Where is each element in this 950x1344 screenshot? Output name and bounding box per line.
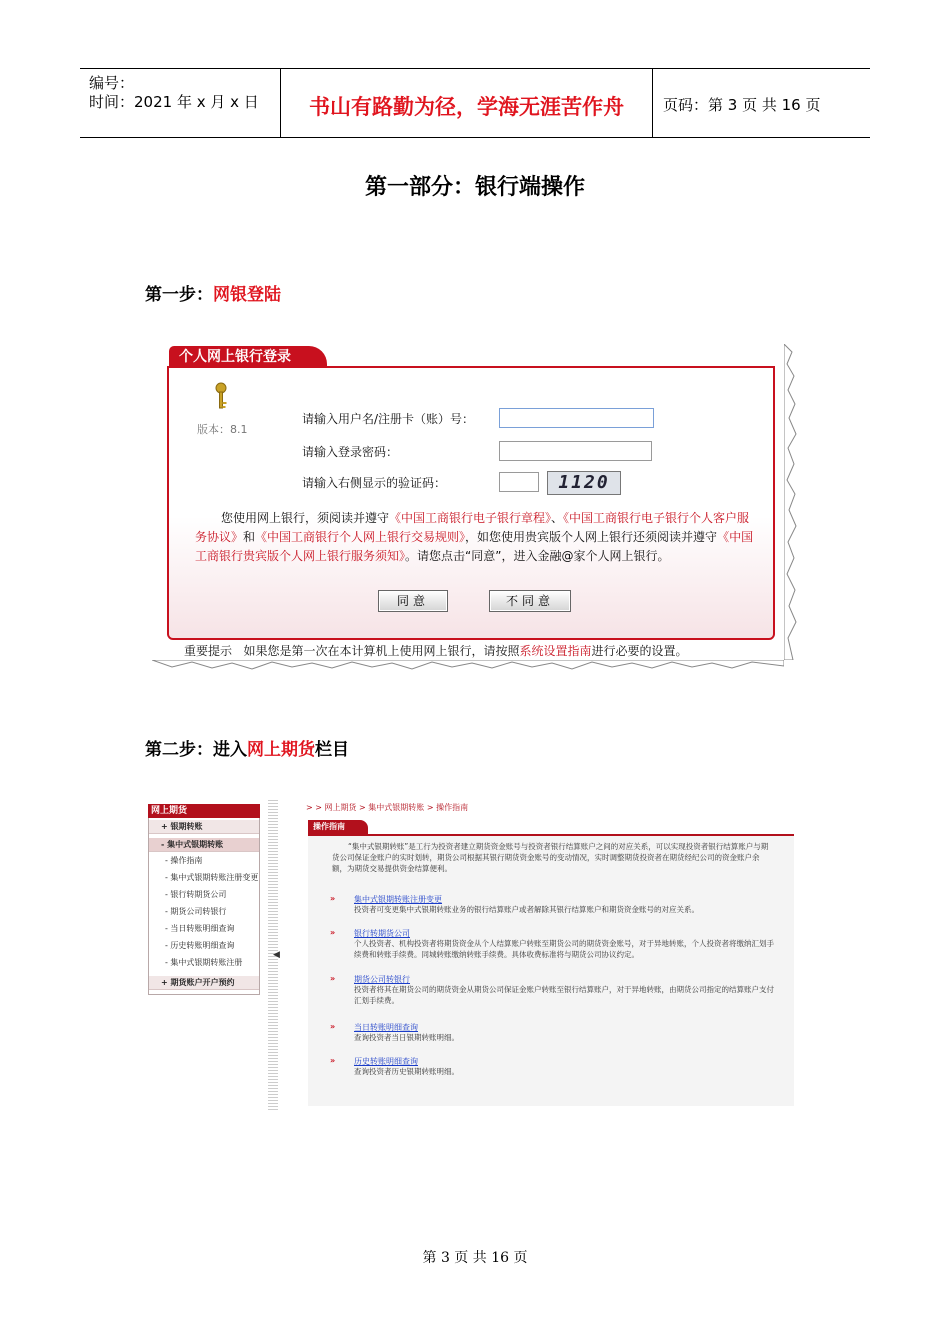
username-input[interactable] — [499, 408, 654, 428]
sidebar-item[interactable]: + 银期转账 — [149, 820, 259, 834]
doc-time-label: 时间：2021 年 x 月 x 日 — [89, 93, 259, 111]
step2-suffix: 栏目 — [315, 740, 349, 760]
terms-link-transaction-rules[interactable]: 《中国工商银行个人网上银行交易规则》 — [255, 530, 466, 544]
doc-number-label: 编号： — [89, 74, 135, 92]
agree-button[interactable]: 同意 — [378, 590, 448, 612]
double-arrow-icon: » — [330, 894, 336, 903]
header-page-cell — [653, 69, 870, 137]
header-motto-cell — [281, 69, 653, 137]
tip-text-2: 进行必要的设置。 — [591, 644, 688, 658]
password-input[interactable] — [499, 441, 652, 461]
collapse-arrow-icon[interactable]: ◀ — [273, 950, 280, 960]
terms-link-vip-notice[interactable]: 《中国工商银行贵宾版个人网上银行服务须知》 — [195, 530, 754, 563]
sidebar-menu — [148, 818, 260, 995]
step2-heading — [145, 735, 349, 760]
torn-edge-right — [784, 344, 798, 660]
notice-text-3: 和 — [243, 530, 256, 544]
disagree-button[interactable]: 不同意 — [489, 590, 571, 612]
notice-text-4: ，如您使用贵宾版个人网上银行还须阅读并遵守 — [465, 530, 718, 544]
breadcrumb: > > 网上期货 > 集中式银期转账 > 操作指南 — [306, 803, 469, 812]
content-header — [308, 820, 794, 836]
content-title: 操作指南 — [308, 820, 368, 834]
header-motto: 书山有路勤为径，学海无涯苦作舟 — [309, 94, 624, 119]
tip-label: 重要提示 — [184, 644, 233, 658]
sidebar-item[interactable]: - 集中式银期转账注册变更 — [165, 873, 259, 882]
sidebar-item[interactable]: - 操作指南 — [165, 856, 203, 865]
guide-entry-desc: 查询投资者历史银期转账明细。 — [354, 1067, 459, 1076]
captcha-image[interactable]: 1120 — [547, 471, 621, 495]
guide-entry-desc: 投资者可变更集中式银期转账业务的银行结算账户或者解除其银行结算账户和期货资金账号的对应关系。 — [354, 905, 699, 914]
page-header — [80, 68, 870, 138]
guide-entry-desc: 个人投资者、机构投资者将期货资金从个人结算账户转账至期货公司的期货资金账号，对于异地转账，个人投资者将缴纳汇划手续费和转账手续费。同城转账缴纳转账手续费。具体收费标准将与期货公司协议约定。 — [354, 939, 774, 959]
torn-edge-bottom — [152, 660, 784, 670]
step1-prefix: 第一步： — [145, 285, 213, 305]
key-icon — [211, 382, 231, 412]
double-arrow-icon: » — [330, 928, 336, 937]
username-label: 请输入用户名/注册卡（账）号： — [302, 412, 475, 426]
double-arrow-icon: » — [330, 1022, 336, 1031]
section-title: 第一部分：银行端操作 — [364, 174, 585, 200]
double-arrow-icon: » — [330, 1056, 336, 1065]
setup-guide-link[interactable]: 系统设置指南 — [519, 644, 592, 658]
tip-text: 如果您是第一次在本计算机上使用网上银行，请按照 — [243, 644, 520, 658]
sidebar-title: 网上期货 — [148, 804, 260, 818]
step1-heading — [145, 280, 281, 305]
sidebar-item[interactable]: - 当日转账明细查询 — [165, 924, 235, 933]
login-panel-topline — [319, 366, 775, 368]
sidebar-item[interactable]: - 集中式银期转账注册 — [165, 958, 243, 967]
step1-highlight: 网银登陆 — [213, 285, 281, 305]
guide-entry-desc: 查询投资者当日银期转账明细。 — [354, 1033, 459, 1042]
login-panel-title: 个人网上银行登录 — [169, 346, 327, 368]
guide-entry-link[interactable]: 历史转账明细查询 — [354, 1057, 418, 1066]
terms-link-service-agreement[interactable]: 《中国工商银行电子银行个人客户服务协议》 — [195, 511, 750, 544]
intro-text: “集中式银期转账”是工行为投资者建立期货资金账号与投资者银行结算账户之间的对应关系，可以实现投资者银行结算账户与期货公司保证金账户的实时划转，期货公司根据其银行期货资金账号的变动情况，实时调整期货投资者在期货经纪公司的资金账户余额，为期货交易提供资金结算便利。 — [332, 842, 769, 873]
login-screenshot — [152, 344, 784, 660]
captcha-label: 请输入右侧显示的验证码： — [302, 476, 447, 490]
header-meta-cell — [80, 69, 281, 137]
notice-text-2: 、 — [551, 511, 564, 525]
sidebar-item[interactable]: - 银行转期货公司 — [165, 890, 227, 899]
page-footer: 第 3 页 共 16 页 — [422, 1250, 528, 1266]
header-page-info: 页码：第 3 页 共 16 页 — [663, 96, 821, 114]
sidebar-item[interactable]: + 期货账户开户预约 — [149, 976, 259, 990]
sidebar-item[interactable]: - 集中式银期转账 — [149, 838, 259, 852]
step2-prefix: 第二步：进入 — [145, 740, 247, 760]
important-tip — [184, 642, 688, 659]
login-panel — [167, 349, 775, 640]
notice-text-1: 您使用网上银行，须阅读并遵守 — [221, 511, 390, 525]
captcha-input[interactable] — [499, 472, 539, 492]
futures-screenshot — [148, 800, 794, 1112]
version-label: 版本：8.1 — [197, 423, 248, 436]
guide-entry-link[interactable]: 集中式银期转账注册变更 — [354, 895, 442, 904]
futures-sidebar — [148, 804, 260, 1104]
sidebar-item[interactable]: - 历史转账明细查询 — [165, 941, 235, 950]
notice-text-5: 。请您点击“同意”，进入金融@家个人网上银行。 — [405, 549, 670, 563]
step2-highlight: 网上期货 — [247, 740, 315, 760]
guide-entry-link[interactable]: 期货公司转银行 — [354, 975, 410, 984]
content-body — [308, 836, 794, 1106]
double-arrow-icon: » — [330, 974, 336, 983]
terms-link-ebank-charter[interactable]: 《中国工商银行电子银行章程》 — [389, 511, 552, 525]
guide-entry-desc: 投资者将其在期货公司的期货资金从期货公司保证金账户转账至银行结算账户，对于异地转账，由期货公司指定的结算账户支付汇划手续费。 — [354, 985, 774, 1005]
password-label: 请输入登录密码： — [302, 445, 399, 459]
guide-entry-link[interactable]: 当日转账明细查询 — [354, 1023, 418, 1032]
guide-entry-link[interactable]: 银行转期货公司 — [354, 929, 410, 938]
terms-notice — [195, 509, 755, 566]
sidebar-item[interactable]: - 期货公司转银行 — [165, 907, 227, 916]
